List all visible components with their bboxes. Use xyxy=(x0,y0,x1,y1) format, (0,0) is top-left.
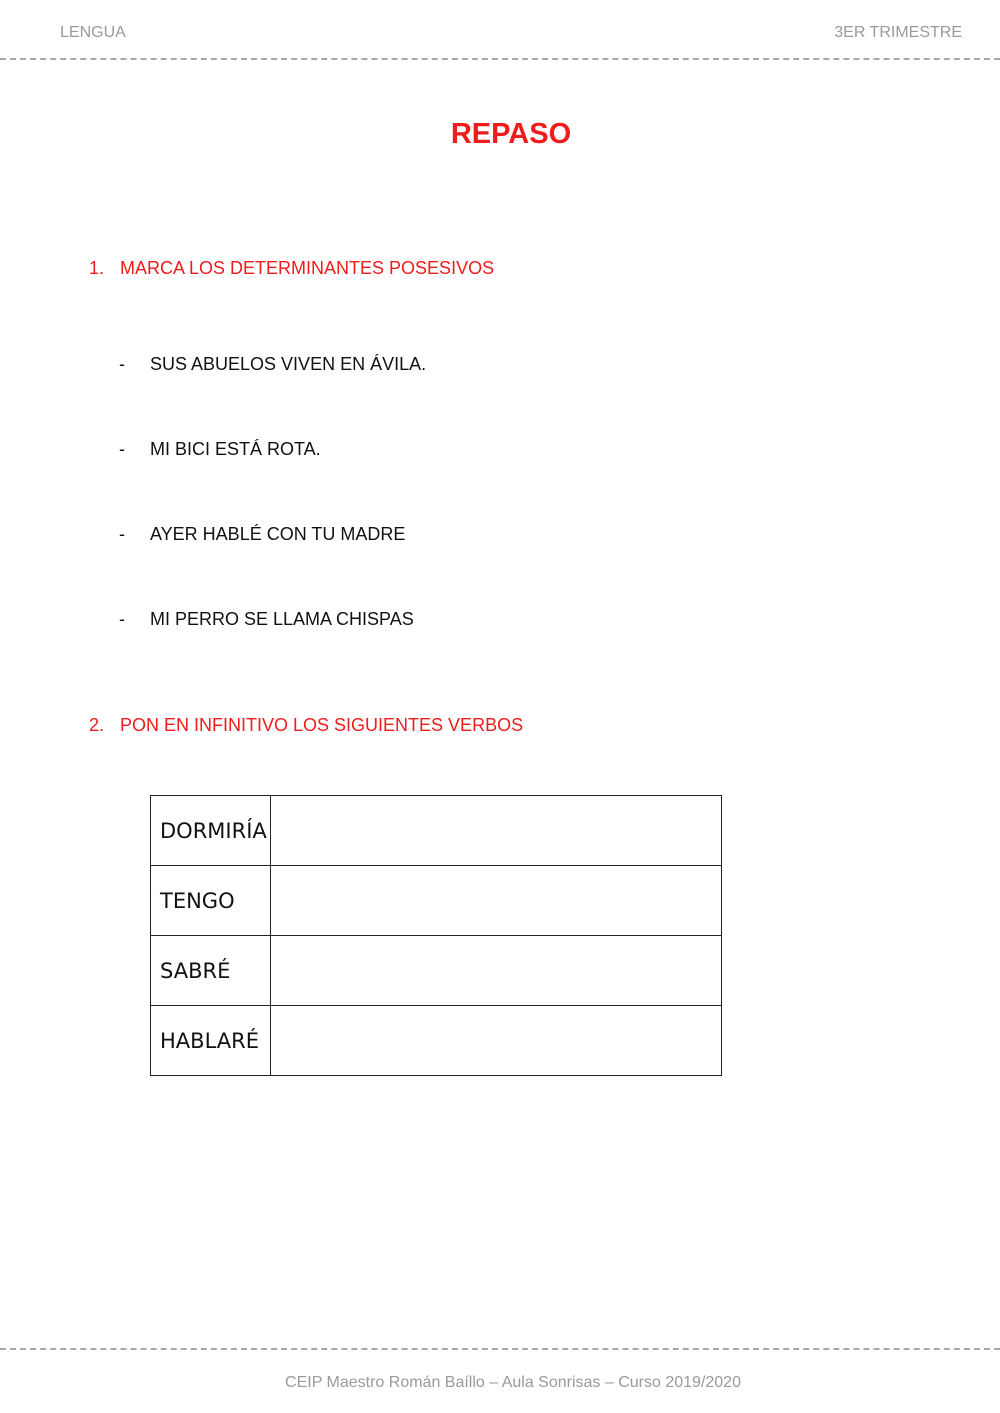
header-term: 3ER TRIMESTRE xyxy=(834,24,962,41)
sentence-text[interactable]: MI BICI ESTÁ ROTA. xyxy=(150,439,321,459)
header-divider xyxy=(0,58,1000,60)
sentence-text[interactable]: AYER HABLÉ CON TU MADRE xyxy=(150,524,406,544)
exercise-1-number: 1. xyxy=(89,258,105,278)
header-subject: LENGUA xyxy=(60,24,126,41)
verb-cell: HABLARÉ xyxy=(151,1006,271,1076)
verb-cell: DORMIRÍA xyxy=(151,796,271,866)
exercise-2-instruction: PON EN INFINITIVO LOS SIGUIENTES VERBOS xyxy=(120,715,524,735)
infinitive-answer-cell[interactable] xyxy=(271,1006,722,1076)
exercise-2-number: 2. xyxy=(89,715,105,735)
verb-cell: SABRÉ xyxy=(151,936,271,1006)
bullet-dash: - xyxy=(119,439,125,459)
bullet-dash: - xyxy=(119,609,125,629)
footer-credits: CEIP Maestro Román Baíllo – Aula Sonrisas – Curso 2019/2020 xyxy=(285,1374,741,1391)
verbs-table xyxy=(150,795,722,1076)
infinitive-answer-cell[interactable] xyxy=(271,936,722,1006)
infinitive-answer-cell[interactable] xyxy=(271,796,722,866)
list-item xyxy=(119,439,321,460)
footer-divider xyxy=(0,1348,1000,1350)
list-item xyxy=(119,524,405,545)
list-item xyxy=(119,609,414,630)
verb-cell: TENGO xyxy=(151,866,271,936)
table-row xyxy=(151,796,722,866)
bullet-dash: - xyxy=(119,524,125,544)
exercise-1-instruction: MARCA LOS DETERMINANTES POSESIVOS xyxy=(120,258,495,278)
bullet-dash: - xyxy=(119,354,125,374)
table-row xyxy=(151,1006,722,1076)
exercise-2-heading xyxy=(89,715,523,736)
page-title: REPASO xyxy=(450,118,572,150)
table-row xyxy=(151,866,722,936)
exercise-1-heading xyxy=(89,258,494,279)
table-row xyxy=(151,936,722,1006)
sentence-text[interactable]: SUS ABUELOS VIVEN EN ÁVILA. xyxy=(150,354,427,374)
sentence-text[interactable]: MI PERRO SE LLAMA CHISPAS xyxy=(150,609,414,629)
infinitive-answer-cell[interactable] xyxy=(271,866,722,936)
list-item xyxy=(119,354,426,375)
